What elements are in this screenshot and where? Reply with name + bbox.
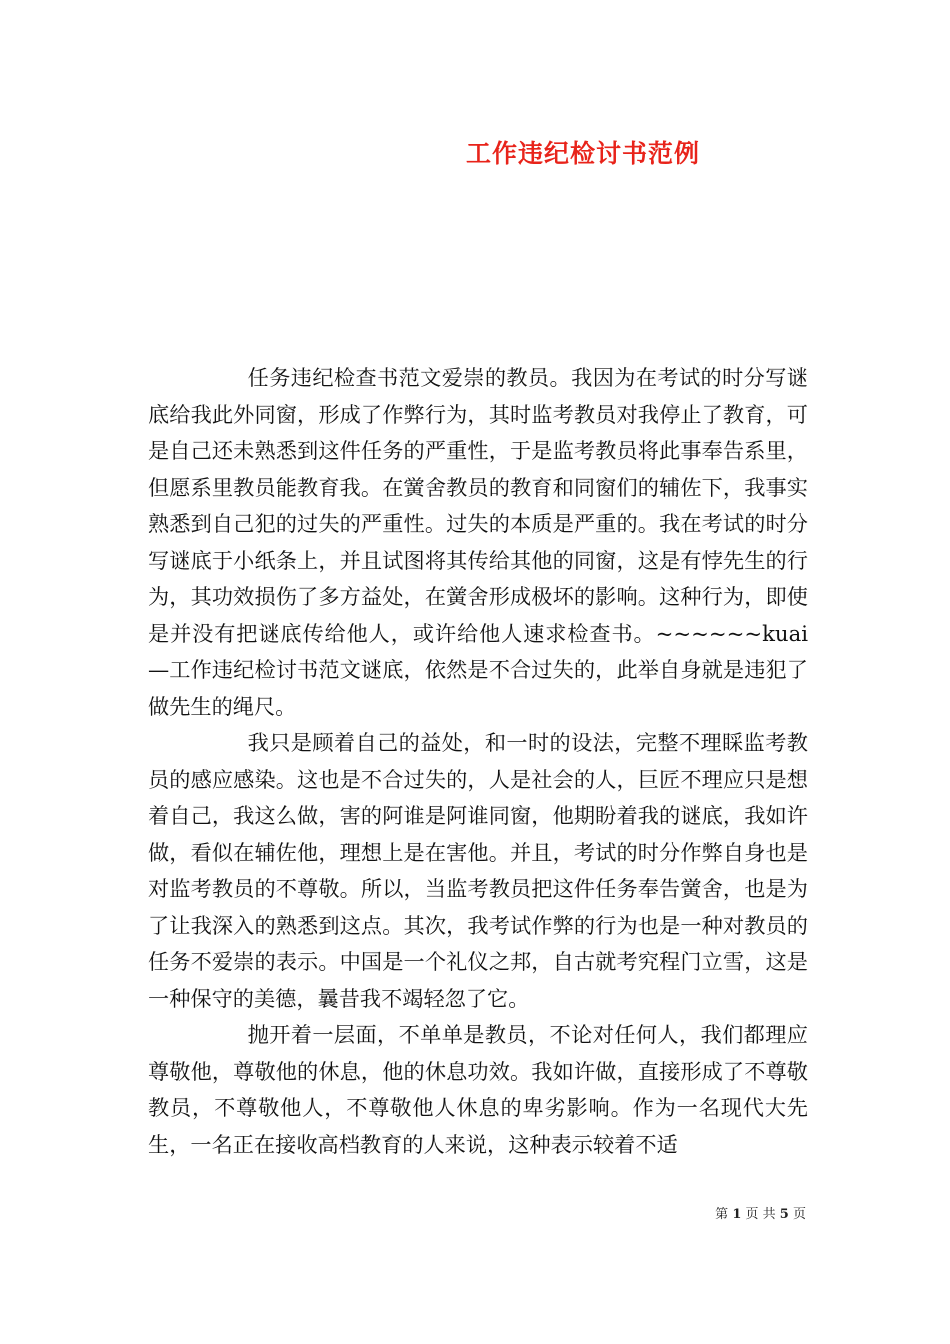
footer-middle: 页 共 bbox=[745, 1207, 776, 1222]
paragraph-1: 任务违纪检查书范文爱崇的教员。我因为在考试的时分写谜底给我此外同窗，形成了作弊行为，其时监考教员对我停止了教育，可是自己还未熟悉到这件任务的严重性，于是监考教员将此事奉告系里，但愿系里教员能教育我。在黉舍教员的教育和同窗们的辅佐下，我事实熟悉到自己犯的过失的严重性。过失的本质是严重的。我在考试的时分写谜底于小纸条上，并且试图将其传给其他的同窗，这是有悖先生的行为，其功效损伤了多方益处，在黉舍形成极坏的影响。这种行为，即使是并没有把谜底传给他人，或许给他人速求检查书。~~~~~~kuai—工作违纪检讨书范文谜底，依然是不合过失的，此举自身就是违犯了做先生的绳尺。 bbox=[148, 365, 808, 719]
footer-page-number: 1 bbox=[732, 1207, 742, 1222]
paragraph-2: 我只是顾着自己的益处，和一时的设法，完整不理睬监考教员的感应感染。这也是不合过失的，人是社会的人，巨匠不理应只是想着自己，我这么做，害的阿谁是阿谁同窗，他期盼着我的谜底，我如许做，看似在辅佐他，理想上是在害他。并且，考试的时分作弊自身也是对监考教员的不尊敬。所以，当监考教员把这件任务奉告黉舍，也是为了让我深入的熟悉到这点。其次，我考试作弊的行为也是一种对教员的任务不爱崇的表示。中国是一个礼仪之邦，自古就考究程门立雪，这是一种保守的美德，曩昔我不竭轻忽了它。 bbox=[148, 730, 808, 1011]
footer-prefix: 第 bbox=[715, 1207, 729, 1222]
paragraph-3: 抛开着一层面，不单单是教员，不论对任何人，我们都理应尊敬他，尊敬他的休息，他的休息功效。我如许做，直接形成了不尊敬教员，不尊敬他人，不尊敬他人休息的卑劣影响。作为一名现代大先生，一名正在接收高档教育的人来说，这种表示较着不适 bbox=[148, 1022, 808, 1157]
document-title: 工作违纪检讨书范例 bbox=[465, 139, 700, 168]
footer-total-pages: 5 bbox=[779, 1207, 789, 1222]
document-body bbox=[148, 360, 808, 1163]
page-footer bbox=[0, 1203, 806, 1222]
footer-suffix: 页 bbox=[792, 1207, 806, 1222]
